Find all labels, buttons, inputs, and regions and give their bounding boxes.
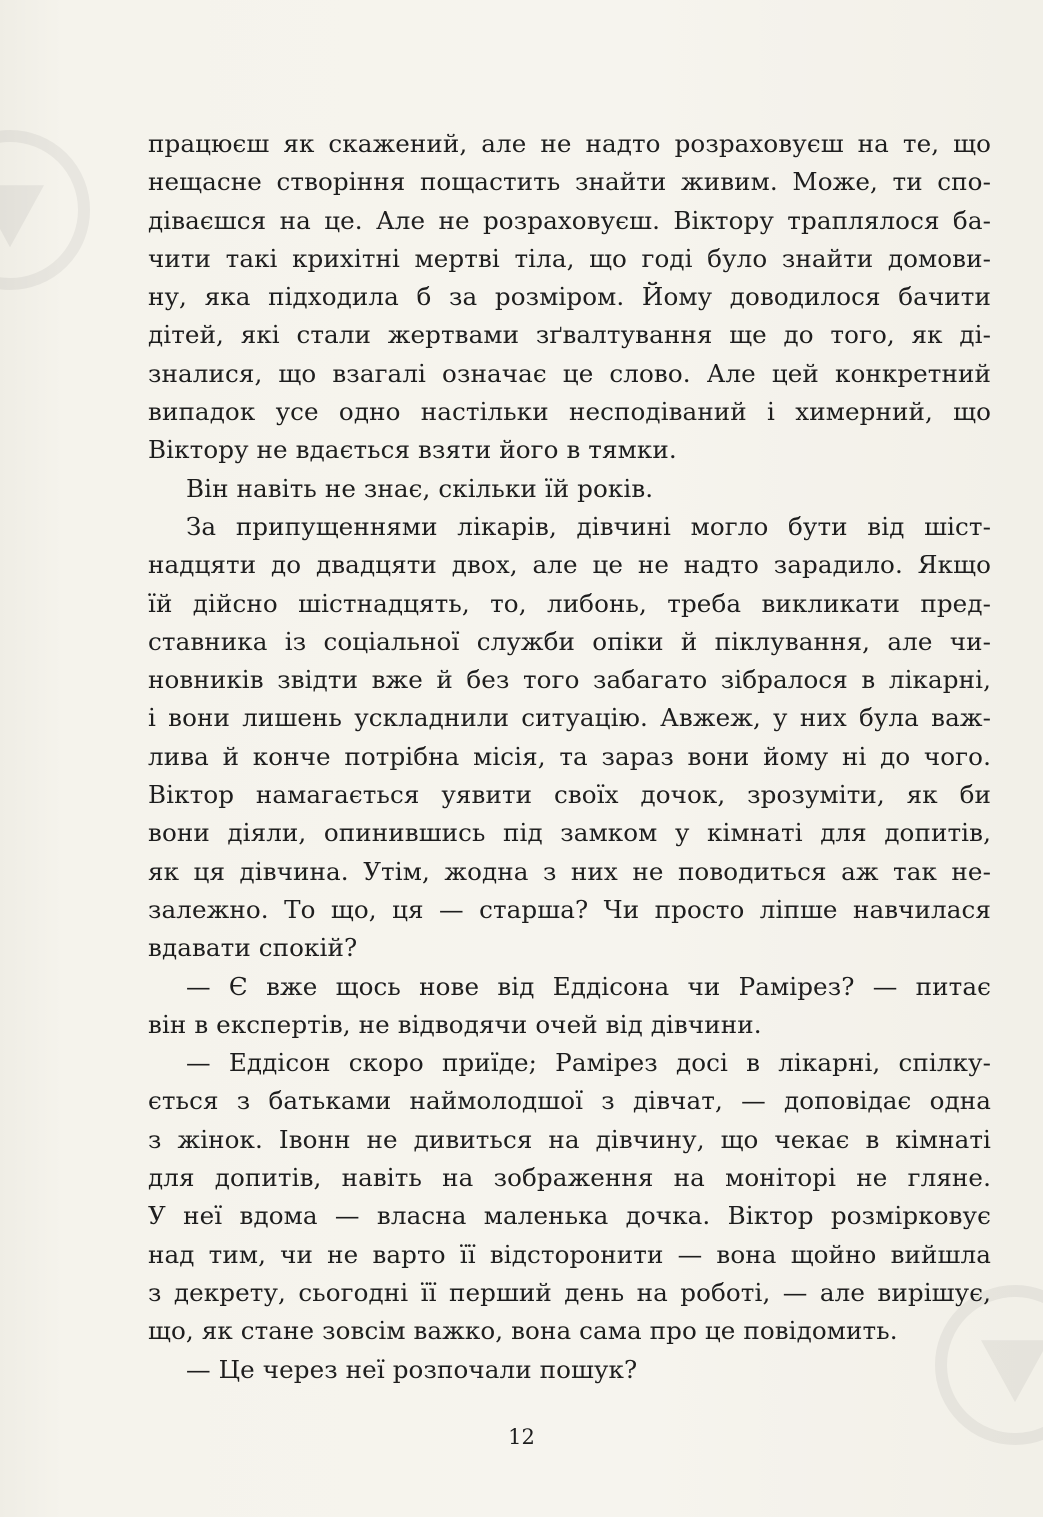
text-line: що, як стане зовсім важко, вона сама про це повідомить. (148, 1316, 898, 1346)
text-line: чити такі крихітні мертві тіла, що годі було знайти домови- (148, 243, 991, 273)
watermark-logo-icon (0, 130, 90, 290)
text-line: з жінок. Івонн не дивиться на дівчину, що чекає в кімнаті (148, 1124, 991, 1154)
text-line: випадок усе одно настільки несподіваний і химерний, що (148, 397, 991, 427)
text-line: як ця дівчина. Утім, жодна з них не поводиться аж так не- (148, 856, 991, 886)
page-number: 12 (508, 1425, 535, 1449)
text-line: з декрету, сьогодні її перший день на роботі, — але вирішує, (148, 1277, 991, 1307)
text-line: — Є вже щось нове від Еддісона чи Рамірез? — питає (186, 971, 991, 1001)
text-line: Віктор намагається уявити своїх дочок, зрозуміти, як би (148, 780, 991, 810)
text-line: залежно. То що, ця — старша? Чи просто ліпше навчилася (148, 894, 991, 924)
text-line: — Це через неї розпочали пошук? (186, 1354, 638, 1384)
text-line: Він навіть не знає, скільки їй років. (186, 473, 654, 503)
text-line: — Еддісон скоро приїде; Рамірез досі в лікарні, спілку- (186, 1048, 991, 1078)
text-line: ставника із соціальної служби опіки й піклування, але чи- (148, 626, 991, 656)
text-line: ється з батьками наймолодшої з дівчат, — доповідає одна (148, 1086, 991, 1116)
text-line: для допитів, навіть на зображення на моніторі не гляне. (148, 1163, 991, 1193)
text-line: дітей, які стали жертвами зґвалтування ще до того, як ді- (148, 320, 991, 350)
text-line: він в експертів, не відводячи очей від дівчини. (148, 1009, 762, 1039)
text-line: За припущеннями лікарів, дівчині могло бути від шіст- (186, 511, 991, 541)
text-line: вдавати спокій? (148, 933, 358, 963)
text-line: і вони лишень ускладнили ситуацію. Авжеж, у них була важ- (148, 703, 991, 733)
text-line: їй дійсно шістнадцять, то, либонь, треба викликати пред- (148, 588, 991, 618)
text-line: Віктору не вдається взяти його в тямки. (148, 435, 677, 465)
text-line: надцяти до двадцяти двох, але це не надто зарадило. Якщо (148, 550, 991, 580)
body-text (148, 125, 991, 1389)
text-line: ну, яка підходила б за розміром. Йому доводилося бачити (148, 282, 991, 312)
text-line: новників звідти вже й без того забагато зібралося в лікарні, (148, 665, 991, 695)
text-line: працюєш як скажений, але не надто розраховуєш на те, що (148, 129, 991, 158)
text-line: зналися, що взагалі означає це слово. Але цей конкретний (148, 358, 991, 388)
text-line: вони діяли, опинившись під замком у кімнаті для допитів, (148, 818, 991, 848)
text-line: нещасне створіння пощастить знайти живим. Може, ти спо- (148, 167, 991, 197)
text-line: лива й конче потрібна місія, та зараз вони йому ні до чого. (148, 741, 991, 771)
text-line: У неї вдома — власна маленька дочка. Віктор розмірковує (148, 1201, 991, 1231)
text-line: діваєшся на це. Але не розраховуєш. Віктору траплялося ба- (148, 205, 991, 235)
text-line: над тим, чи не варто її відсторонити — вона щойно вийшла (148, 1239, 991, 1269)
